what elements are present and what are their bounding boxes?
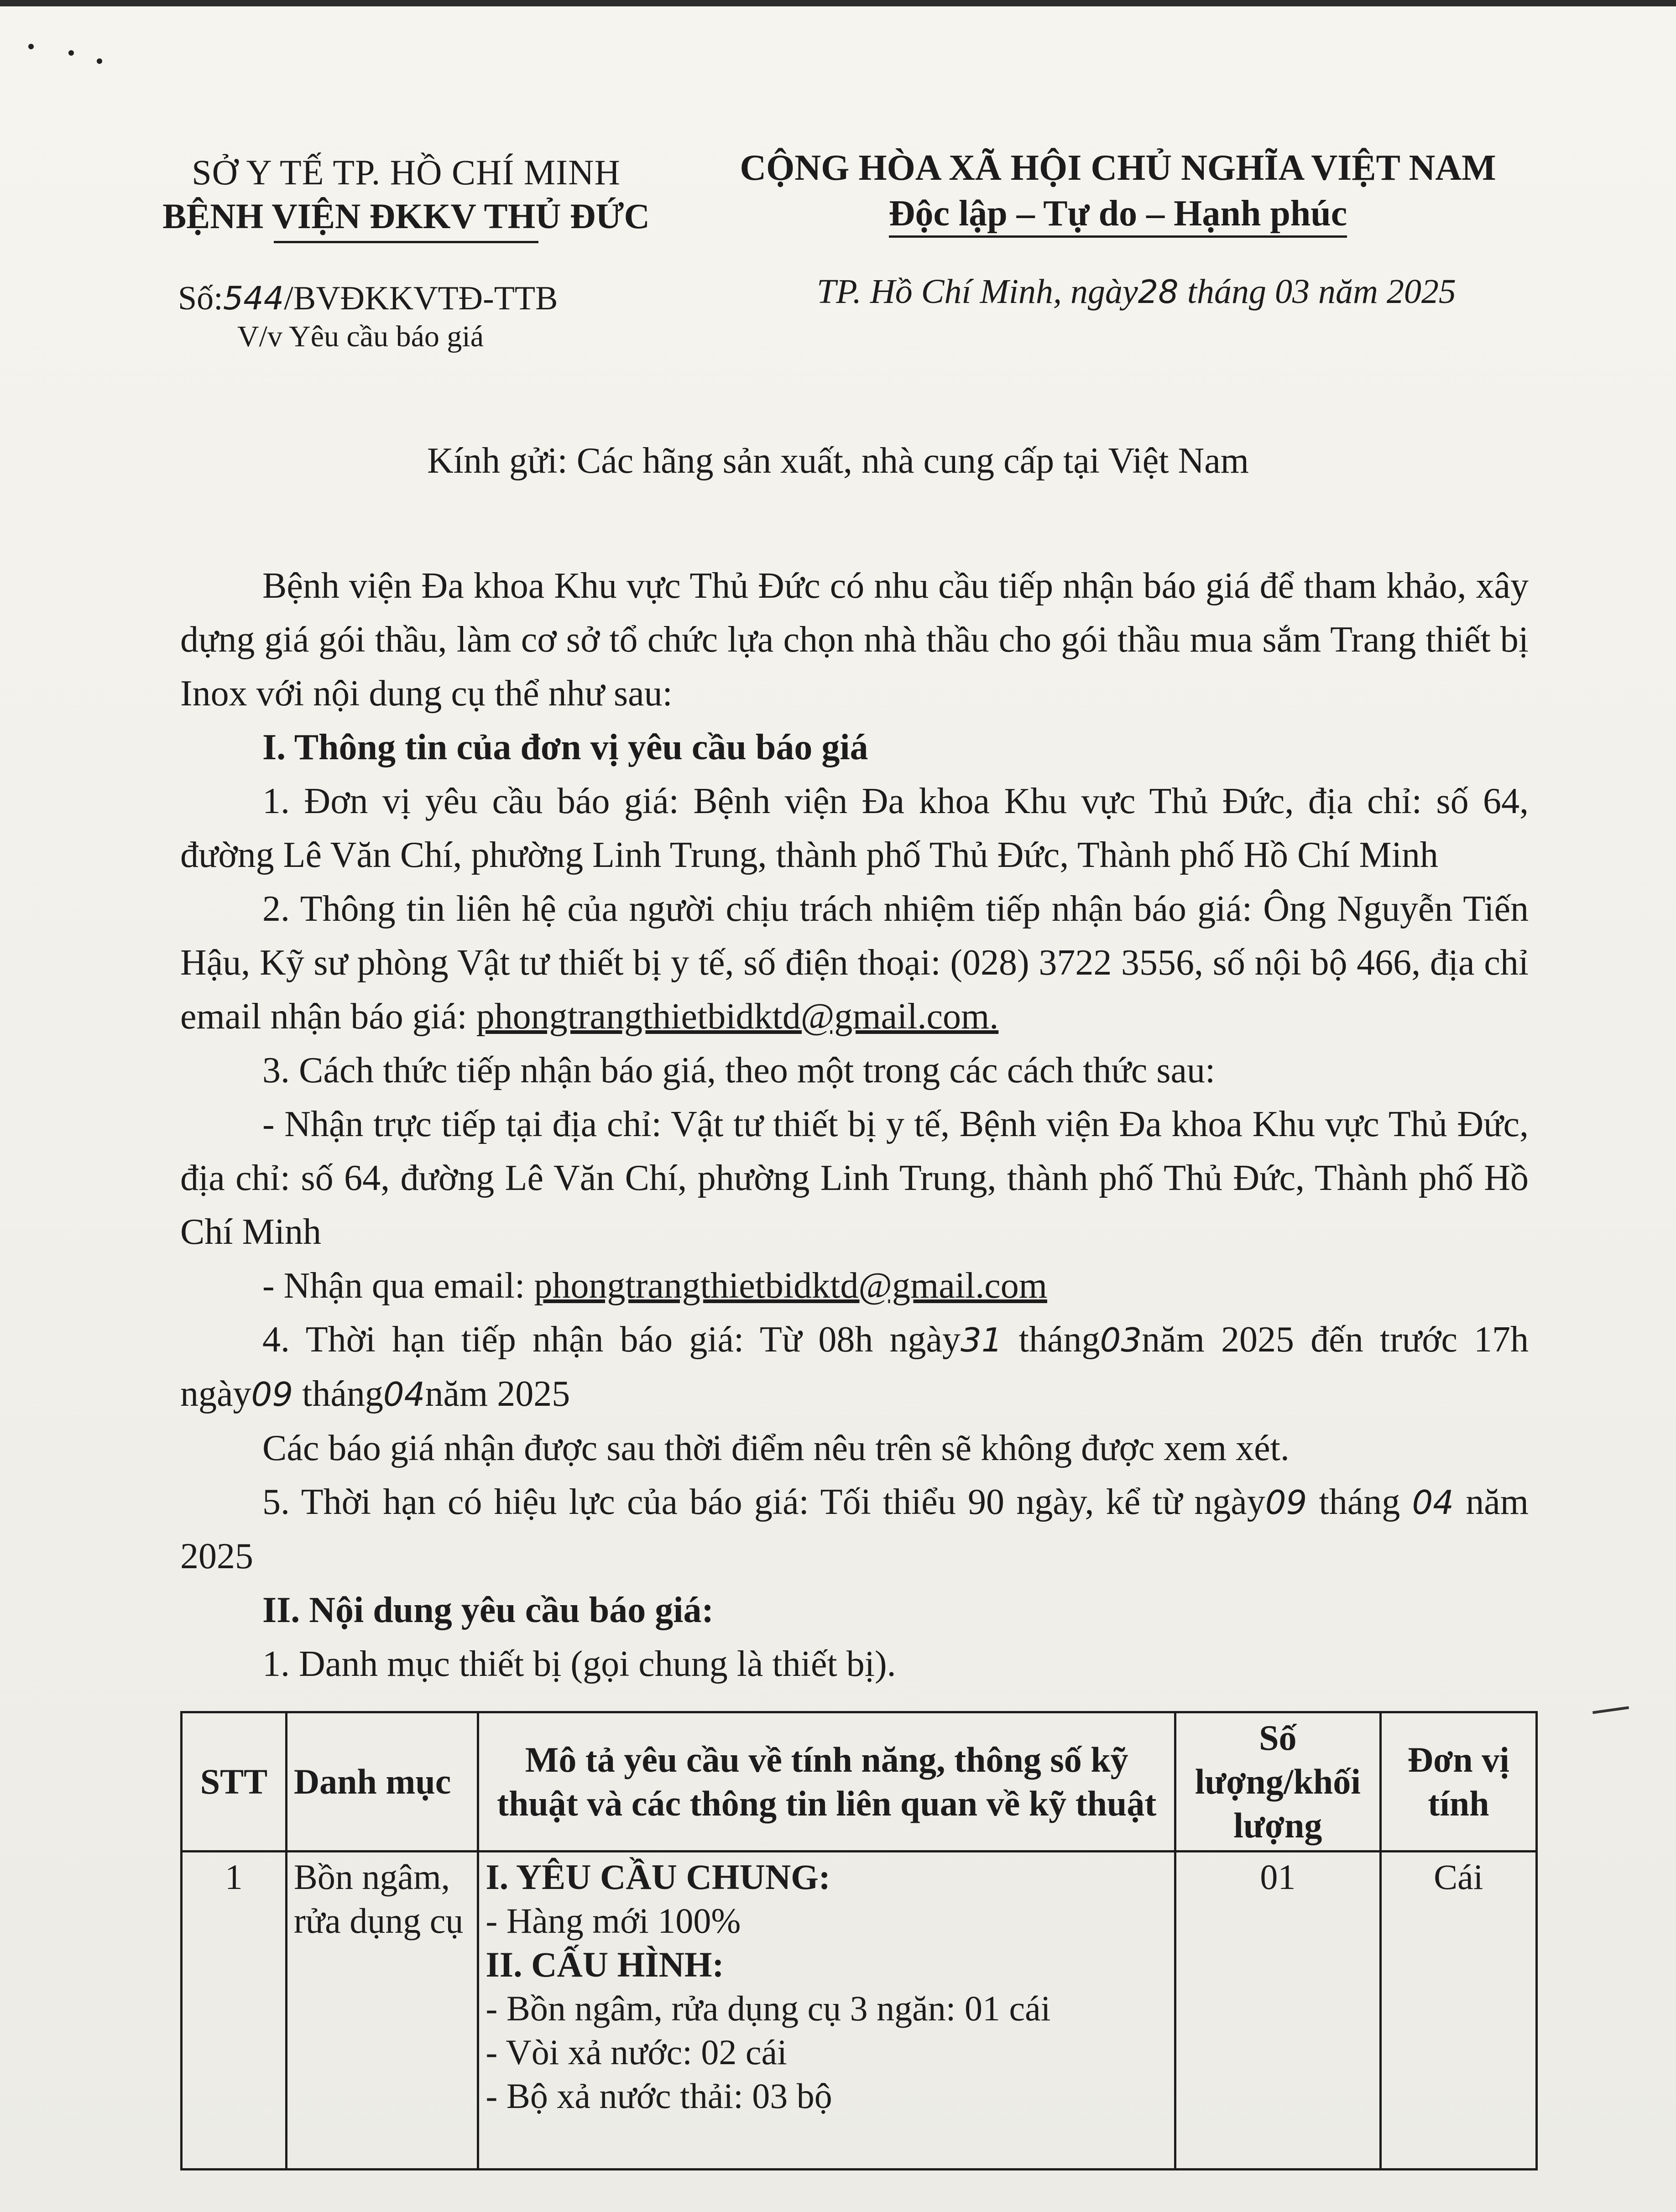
validity-text: 5. Thời hạn có hiệu lực của báo giá: Tối thiểu 90 ngày, kể từ ngày: [262, 1482, 1265, 1522]
scan-speck: [28, 44, 34, 49]
deadline-text: năm 2025 đến trước 17h ngày: [180, 1320, 1529, 1414]
table-row: [182, 1852, 1537, 2170]
header-unit: Đơn vị tính: [1380, 1712, 1536, 1852]
recipient-line: Kính gửi: Các hãng sản xuất, nhà cung cấp tại Việt Nam: [427, 441, 1249, 481]
section-1-item-2: [180, 882, 1529, 1043]
deadline-end-month: 04: [383, 1375, 425, 1414]
national-header: [684, 145, 1551, 236]
desc-heading-config: II. CẤU HÌNH:: [486, 1945, 724, 1984]
cell-category: Bồn ngâm, rửa dụng cụ: [286, 1852, 478, 2170]
desc-line: - Bồn ngâm, rửa dụng cụ 3 ngăn: 01 cái: [486, 1988, 1051, 2028]
motto-text: Độc lập – Tự do – Hạnh phúc: [889, 193, 1347, 238]
issuer-block: [128, 151, 684, 243]
national-motto: [684, 191, 1551, 236]
cell-unit: Cái: [1380, 1852, 1536, 2170]
contact-email-link[interactable]: phongtrangthietbidktd@gmail.com.: [476, 996, 999, 1037]
scan-top-edge: [0, 0, 1676, 6]
validity-month: 04: [1412, 1483, 1454, 1522]
validity-text: năm 2025: [180, 1482, 1529, 1576]
number-prefix: Số:: [178, 280, 223, 317]
intro-paragraph: Bệnh viện Đa khoa Khu vực Thủ Đức có nhu cầu tiếp nhận báo giá để tham khảo, xây dựng giá gói thầu, làm cơ sở tổ chức lựa chọn nhà thầu cho gói thầu mua sắm Trang thiết bị Inox với nội dung cụ thể như sau:: [180, 566, 1529, 714]
email-method-text: - Nhận qua email:: [262, 1266, 525, 1306]
issuing-organization: BỆNH VIỆN ĐKKV THỦ ĐỨC: [162, 196, 650, 236]
deadline-start-month: 03: [1100, 1321, 1142, 1359]
section-1-item-5: [180, 1475, 1529, 1583]
section-1-item-3a: - Nhận trực tiếp tại địa chỉ: Vật tư thiết bị y tế, Bệnh viện Đa khoa Khu vực Thủ Đức, địa chỉ: số 64, đường Lê Văn Chí, phường Linh Trung, thành phố Thủ Đức, Thành phố Hồ Chí Minh: [180, 1104, 1529, 1252]
document-subject: V/v Yêu cầu báo giá: [237, 320, 484, 353]
desc-line: - Bộ xả nước thải: 03 bộ: [486, 2076, 832, 2116]
cell-stt: 1: [182, 1852, 287, 2170]
deadline-text: năm 2025: [425, 1374, 570, 1414]
section-2-item-1: 1. Danh mục thiết bị (gọi chung là thiết bị).: [262, 1644, 896, 1684]
desc-heading-general: I. YÊU CẦU CHUNG:: [486, 1857, 830, 1897]
section-1-heading: I. Thông tin của đơn vị yêu cầu báo giá: [262, 727, 868, 767]
document-number: [178, 279, 558, 318]
header-category: Danh mục: [286, 1712, 478, 1852]
validity-text: tháng: [1319, 1482, 1400, 1522]
date-day-handwritten: 28: [1138, 273, 1179, 311]
number-suffix: /BVĐKKVTĐ-TTB: [284, 280, 558, 317]
nation-title: CỘNG HÒA XÃ HỘI CHỦ NGHĨA VIỆT NAM: [740, 148, 1496, 188]
desc-line: - Hàng mới 100%: [486, 1901, 741, 1941]
section-1-item-4-note: Các báo giá nhận được sau thời điểm nêu trên sẽ không được xem xét.: [262, 1428, 1290, 1468]
date-prefix: TP. Hồ Chí Minh, ngày: [817, 272, 1138, 311]
header-stt: STT: [182, 1712, 287, 1852]
contact-text: 2. Thông tin liên hệ của người chịu trách nhiệm tiếp nhận báo giá: Ông Nguyễn Tiến Hậu, Kỹ sư phòng Vật tư thiết bị y tế, số điện thoại: (028) 3722 3556, số nội bộ 466, địa chỉ email nhận báo giá:: [180, 889, 1529, 1037]
header-quantity: Số lượng/khối lượng: [1175, 1712, 1381, 1852]
section-1-item-3: 3. Cách thức tiếp nhận báo giá, theo một trong các cách thức sau:: [262, 1050, 1216, 1090]
section-2-heading: II. Nội dung yêu cầu báo giá:: [262, 1590, 714, 1630]
cell-quantity: 01: [1175, 1852, 1381, 2170]
section-1-item-4: [180, 1313, 1529, 1421]
deadline-text: tháng: [302, 1374, 383, 1414]
deadline-text: tháng: [1018, 1320, 1100, 1360]
equipment-table: [180, 1711, 1538, 2170]
document-date: [817, 272, 1456, 312]
header-description: Mô tả yêu cầu về tính năng, thông số kỹ thuật và các thông tin liên quan về kỹ thuật: [478, 1712, 1175, 1852]
deadline-start-day: 31: [961, 1321, 1002, 1359]
issuer-underline: [274, 241, 538, 243]
deadline-text: 4. Thời hạn tiếp nhận báo giá: Từ 08h ngày: [262, 1320, 961, 1360]
validity-day: 09: [1265, 1483, 1307, 1522]
number-handwritten: 544: [223, 280, 284, 317]
pen-mark: [1592, 1706, 1629, 1714]
submission-email-link[interactable]: phongtrangthietbidktd@gmail.com: [534, 1266, 1047, 1306]
scan-speck: [97, 58, 102, 64]
deadline-end-day: 09: [251, 1375, 293, 1414]
section-1-item-3b: [180, 1259, 1529, 1313]
scan-speck: [68, 50, 74, 56]
date-suffix: tháng 03 năm 2025: [1187, 272, 1456, 311]
document-body: [180, 559, 1529, 1691]
cell-description: [478, 1852, 1175, 2170]
parent-agency: SỞ Y TẾ TP. HỒ CHÍ MINH: [192, 152, 621, 192]
table-header-row: [182, 1712, 1537, 1852]
section-1-item-1: 1. Đơn vị yêu cầu báo giá: Bệnh viện Đa khoa Khu vực Thủ Đức, địa chỉ: số 64, đường Lê Văn Chí, phường Linh Trung, thành phố Thủ Đức, Thành phố Hồ Chí Minh: [180, 781, 1529, 875]
desc-line: - Vòi xả nước: 02 cái: [486, 2032, 787, 2072]
